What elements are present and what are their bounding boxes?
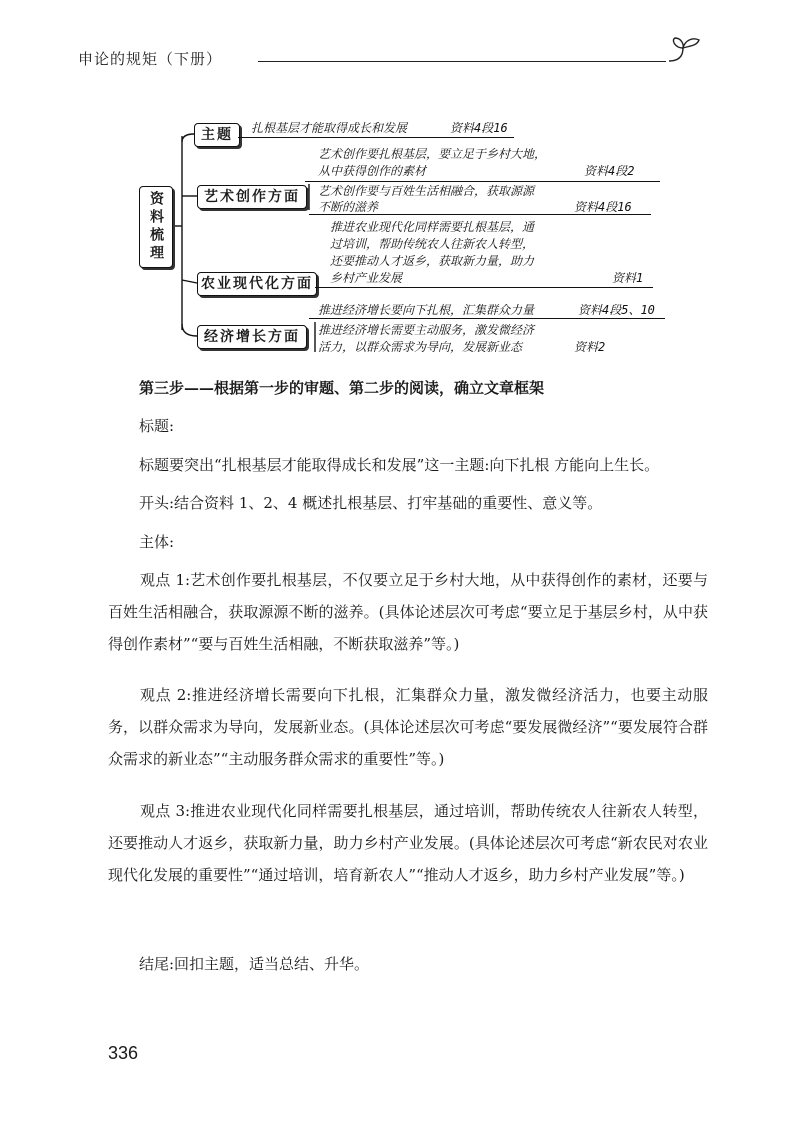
branch-economy: 经济增长方面: [197, 325, 307, 349]
opening-text: 开头:结合资料 1、2、4 概述扎根基层、打牢基础的重要性、意义等。: [139, 494, 603, 512]
agri-note-line1: 推进农业现代化同样需要扎根基层，通: [330, 220, 535, 234]
point-3: 观点 3:推进农业现代化同样需要扎根基层，通过培训，帮助传统农人往新农人转型，还要推动人才返乡，获取新力量，助力乡村产业发展。(具体论述层次可考虑“新农民对农业现代化发展的重要性”“通过培训，培育新农人”“推动人才返乡，助力乡村产业发展”等。): [108, 802, 708, 884]
agri-note-line4: 乡村产业发展: [330, 271, 403, 285]
theme-underline: [238, 137, 514, 138]
book-title: 申论的规矩（下册）: [78, 50, 223, 68]
branch-agriculture: 农业现代化方面: [197, 272, 317, 296]
econ-note-2-source: 资料2: [574, 340, 606, 354]
art-note-2-source: 资料4段16: [574, 200, 632, 214]
point-2: 观点 2:推进经济增长需要向下扎根，汇集群众力量，激发微经济活力，也要主动服务，以群众需求为导向，发展新业态。(具体论述层次可考虑“要发展微经济”“要发展符合群众需求的新业态”“主动服务群众需求的重要性”等。): [108, 686, 708, 768]
econ-note-1-underline: [309, 318, 665, 319]
agri-note-source: 资料1: [612, 271, 644, 285]
art-note-2-line2: 不断的滋养: [318, 200, 379, 214]
art-note-2-line1: 艺术创作要与百姓生活相融合，获取源源: [318, 184, 535, 198]
art-note-1-underline: [305, 181, 660, 182]
root-node: 资料梳理: [139, 186, 173, 268]
art-note-1-source: 资料4段2: [584, 164, 635, 178]
art-note-1-line1: 艺术创作要扎根基层，要立足于乡村大地，: [318, 147, 547, 161]
body-label: 主体:: [139, 533, 175, 551]
agri-note-underline: [315, 287, 653, 288]
branch-theme: 主题: [194, 123, 240, 147]
ending-text: 结尾:回扣主题，适当总结、升华。: [139, 955, 370, 973]
agri-note-line3: 还要推动人才返乡，获取新力量，助力: [330, 254, 535, 268]
title-label: 标题:: [139, 417, 175, 435]
econ-note-1: 推进经济增长要向下扎根，汇集群众力量: [318, 303, 535, 317]
title-text: 标题要突出“扎根基层才能取得成长和发展”这一主题:向下扎根 方能向上生长。: [139, 456, 660, 474]
mind-map: [0, 0, 800, 380]
theme-note-source: 资料4段16: [450, 121, 508, 135]
art-note-1-line2: 从中获得创作的素材: [318, 164, 427, 178]
econ-note-2-line1: 推进经济增长需要主动服务，激发微经济: [318, 323, 535, 337]
step-heading: 第三步——根据第一步的审题、第二步的阅读，确立文章框架: [139, 379, 545, 397]
econ-note-1-source: 资料4段5、10: [578, 303, 655, 317]
art-note-2-underline: [309, 214, 651, 215]
agri-note-line2: 过培训，帮助传统农人往新农人转型，: [330, 237, 535, 251]
theme-note: 扎根基层才能取得成长和发展: [251, 121, 408, 135]
branch-art: 艺术创作方面: [197, 185, 307, 209]
point-1: 观点 1:艺术创作要扎根基层，不仅要立足于乡村大地，从中获得创作的素材，还要与百姓生活相融合，获取源源不断的滋养。(具体论述层次可考虑“要立足于基层乡村，从中获得创作素材”“要与百姓生活相融，不断获取滋养”等。): [108, 571, 708, 653]
page-number: 336: [108, 1043, 139, 1063]
econ-note-2-line2: 活力，以群众需求为导向，发展新业态: [318, 340, 523, 354]
